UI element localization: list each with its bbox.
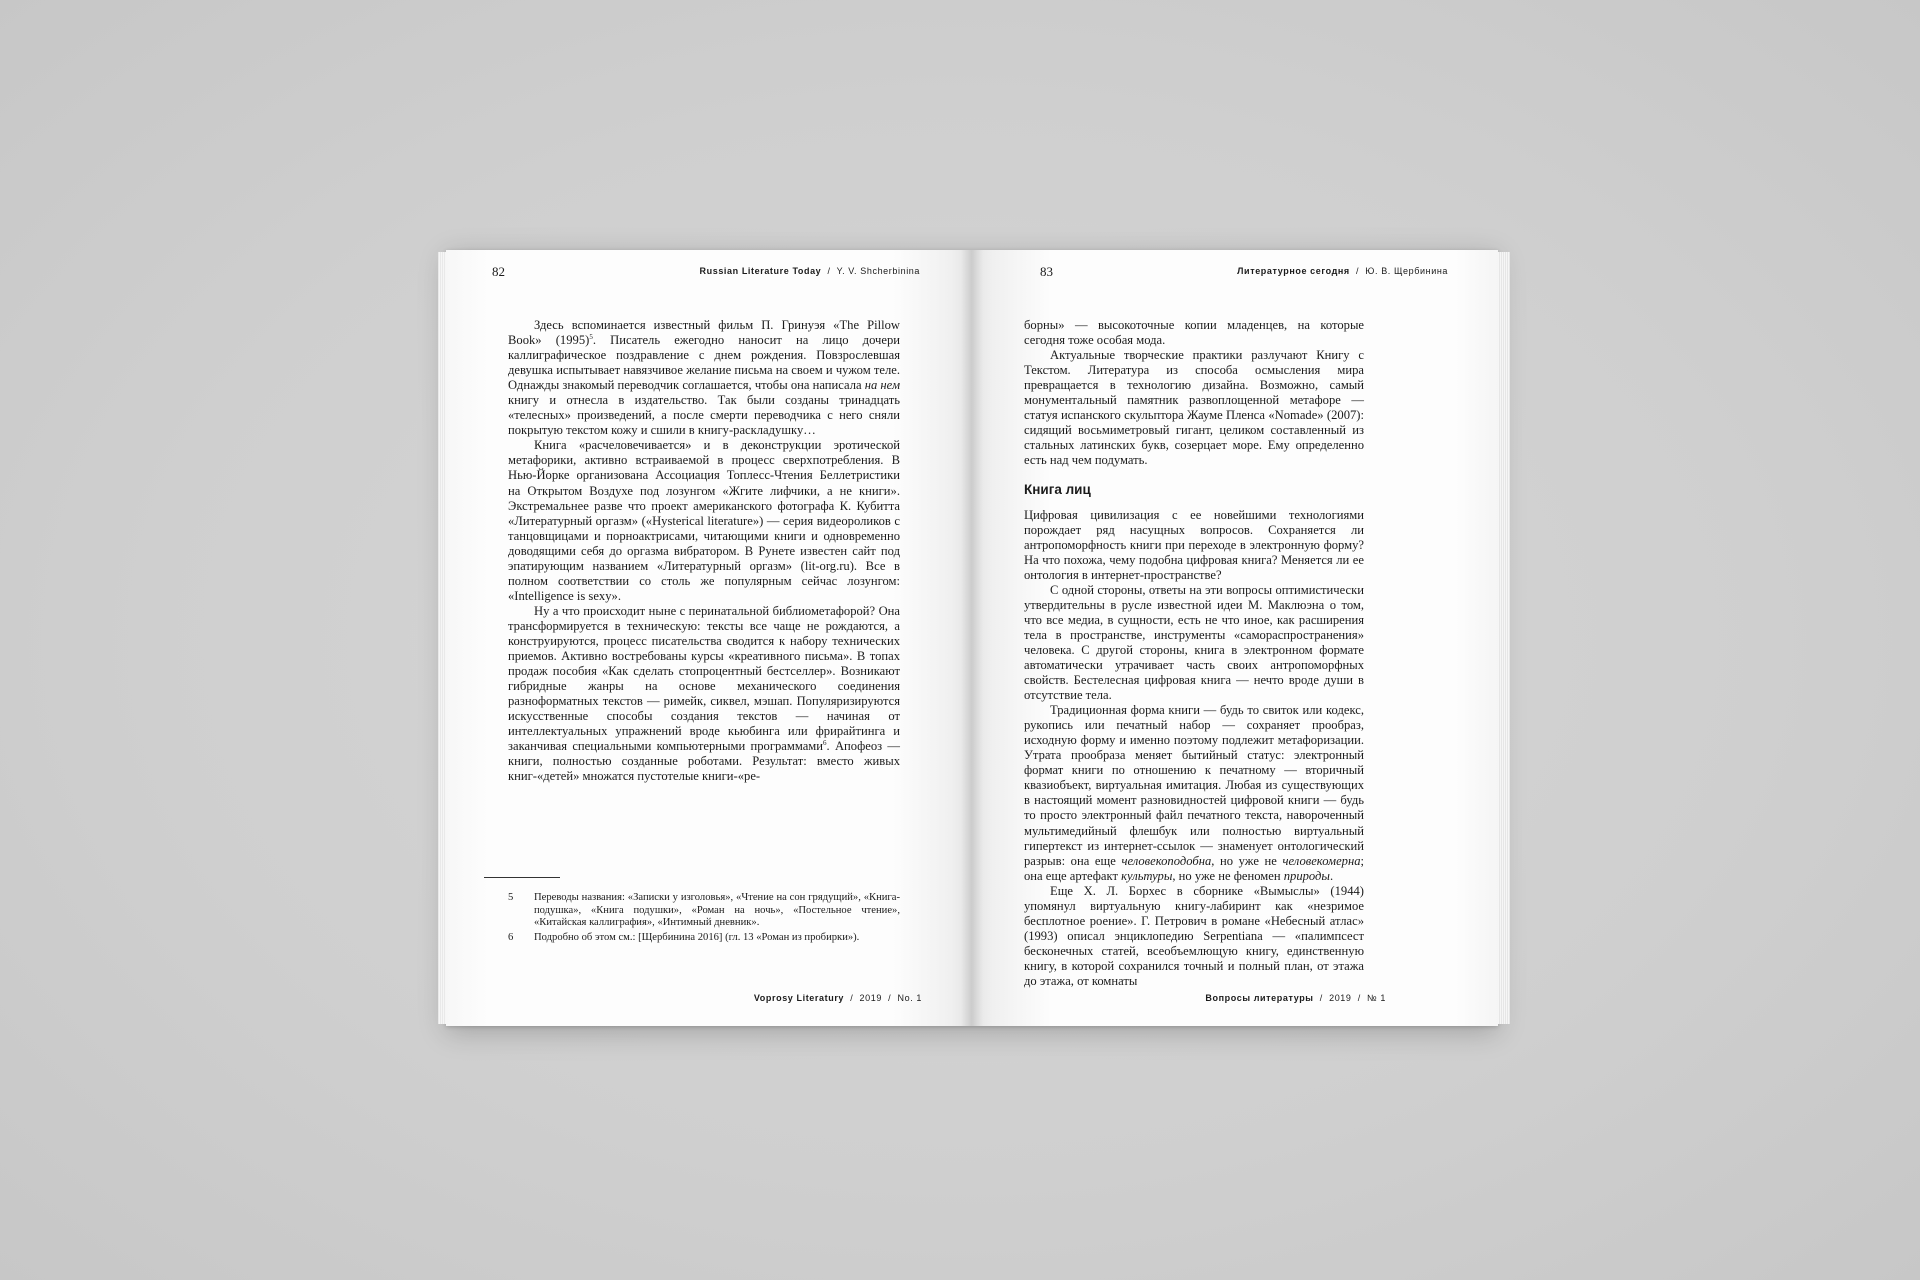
- running-head-author: Y. V. Shcherbinina: [836, 266, 920, 276]
- left-page: [446, 250, 972, 1026]
- footer-journal: Вопросы литературы: [1205, 993, 1314, 1003]
- body-text: [508, 318, 900, 784]
- paragraph: Здесь вспоминается известный фильм П. Гринуэя «The Pillow Book» $(1995)^5$. Писатель ежегодно наносит на лицо дочери каллиграфическое поздравление с днем рождения. Повзрослевшая девушка испытывает навязчивое желание письма на своем и чужом теле. Однажды знакомый переводчик соглашается, чтобы она написала на нем книгу и отнесла в издательство. Так были созданы тринадцать «телесных» произведений, а после смерти переводчика с него сняли покрытую текстом кожу и сшили в книгу-раскладушку…: [508, 318, 900, 438]
- footnote-ref: 5: [589, 332, 593, 341]
- page-number: 82: [492, 264, 505, 279]
- page-number: 83: [1040, 264, 1053, 279]
- running-head-separator: /: [827, 266, 831, 276]
- running-head-author: Ю. В. Щербинина: [1365, 266, 1448, 276]
- footnote-ref: 6: [823, 739, 827, 748]
- page-stack-edge-right: [1498, 252, 1510, 1024]
- footer-issue: № 1: [1367, 993, 1386, 1003]
- running-head-journal: Russian Literature Today: [699, 266, 822, 276]
- footnote: 5 Переводы названия: «Записки у изголовья», «Чтение на сон грядущий», «Книга-подушка», «Книга подушки», «Роман на ночь», «Постельное чтение», «Китайская каллиграфия», «Интимный дневник».: [508, 892, 900, 929]
- page-stack-edge-left: [438, 252, 446, 1024]
- open-journal-spread: [446, 250, 1498, 1026]
- paragraph: Книга «расчеловечивается» и в деконструкции эротической метафорики, активно встраиваемой в процесс сверхпотребления. В Нью-Йорке организована Ассоциация Топлесс-Чтения Беллетристики на Открытом Воздухе под лозунгом «Жгите лифчики, а не книги». Экстремальнее разве что проект американского фотографа К. Кубитта «Литературный оргазм» («Hysterical literature») — серия видеороликов с танцовщицами и порноактрисами, читающими книги и одновременно доводящими себя до оргазма вибратором. В Рунете известен сайт под эпатирующим названием «Литературный оргазм» (lit-org.ru). Все в полном соответствии со столь же популярным сейчас лозунгом: «Intelligence is sexy».: [508, 438, 900, 603]
- paragraph: Актуальные творческие практики разлучают Книгу с Текстом. Литература из способа осмысления мира превращается в технологию дизайна. Возможно, самый монументальный памятник развоплощенной метафоре — статуя испанского скульптора Жауме Пленса «Nomade» (2007): сидящий восьмиметровый гигант, целиком составленный из стальных латинских букв, созерцает море. Ему определенно есть над чем подумать.: [1024, 348, 1364, 468]
- paragraph: борны» — высокоточные копии младенцев, на которые сегодня тоже особая мода.: [1024, 318, 1364, 348]
- section-heading: Книга лиц: [1024, 482, 1091, 498]
- paragraph: С одной стороны, ответы на эти вопросы оптимистически утвердительны в русле известной идеи М. Маклюэна о том, что все медиа, в сущности, есть не что иное, как расширения тела в пространстве, инструменты «самораспространения» человека. С другой стороны, книга в электронном формате автоматически утрачивает часть своих антропоморфных свойств. Бестелесная цифровая книга — нечто вроде души в отсутствие тела.: [1024, 582, 1364, 703]
- paragraph: Еще Х. Л. Борхес в сборнике «Вымыслы» (1944) упомянул виртуальную книгу-лабиринт как «незримое бесплотное роение». Г. Петрович в романе «Небесный атлас» (1993) описал энциклопедию Serpentiana — «палимпсест бесконечных статей, всеобъемлющую книгу, единственную книгу, в которой сохранился точный и полный план, от этажа до этажа, от комнаты: [1024, 883, 1364, 988]
- page-footer: Voprosy Literatury / 2019 / No. 1: [753, 993, 922, 1003]
- running-head: Литературное сегодня / Ю. В. Щербинина: [1237, 266, 1448, 276]
- paragraph: Традиционная форма книги — будь то свиток или кодекс, рукопись или печатный набор — сохраняет прообраз, исходную форму и именно поэтому подлежит метафоризации. Утрата прообраза меняет бытийный статус: электронный формат книги по отношению к печатному — вторичный квазиобъект, виртуальная имитация. Любая из существующих в настоящий момент разновидностей цифровой книги — будь то просто электронный файл печатного текста, навороченный мультимедийный флешбук или полностью виртуальный гипертекст из интернет-ссылок — знаменует онтологический разрыв: она еще человекоподобна, но уже не человекомерна; она еще артефакт культуры, но уже не феномен природы.: [1024, 703, 1364, 883]
- footnotes: [508, 892, 900, 946]
- body-text: [1024, 318, 1364, 989]
- running-head: [700, 266, 920, 276]
- footer-year: 2019: [859, 993, 882, 1003]
- footer-issue: No. 1: [897, 993, 922, 1003]
- right-page: [972, 250, 1498, 1026]
- footer-year: 2019: [1329, 993, 1352, 1003]
- footnote: 6 Подробно об этом см.: [Щербинина 2016] (гл. 13 «Роман из пробирки»).: [508, 931, 860, 943]
- paragraph: Цифровая цивилизация с ее новейшими технологиями порождает ряд насущных вопросов. Сохраняется ли антропоморфность книги при переходе в электронную форму? На что похожа, чему подобна цифровая книга? Меняется ли ее онтология в интернет-пространстве?: [1024, 507, 1364, 582]
- running-head-journal: Литературное сегодня: [1237, 266, 1350, 276]
- paragraph: Ну а что происходит ныне с перинатальной библиометафорой? Она трансформируется в техническую: тексты все чаще не рождаются, а конструируются, процесс писательства сводится к набору технических приемов. Активно востребованы курсы «креативного письма». В топах продаж пособия «Как сделать стопроцентный бестселлер». Возникают гибридные жанры на основе механического соединения разноформатных текстов — римейк, сиквел, мэшап. Популяризируются искусственные способы создания текстов — начиная от интеллектуальных упражнений вроде кьюбинга или фрирайтинга и заканчивая специальными компьютерными программами$^6$. Апофеоз — книги, полностью созданные роботами. Результат: вместо живых книг-«детей» множатся пустотелые книги-«ре-: [508, 603, 900, 784]
- footnote-divider: [484, 877, 560, 878]
- footer-journal: Voprosy Literatury: [753, 993, 845, 1003]
- page-footer: Вопросы литературы / 2019 / № 1: [1205, 993, 1386, 1003]
- book-gutter-shadow: [961, 250, 983, 1026]
